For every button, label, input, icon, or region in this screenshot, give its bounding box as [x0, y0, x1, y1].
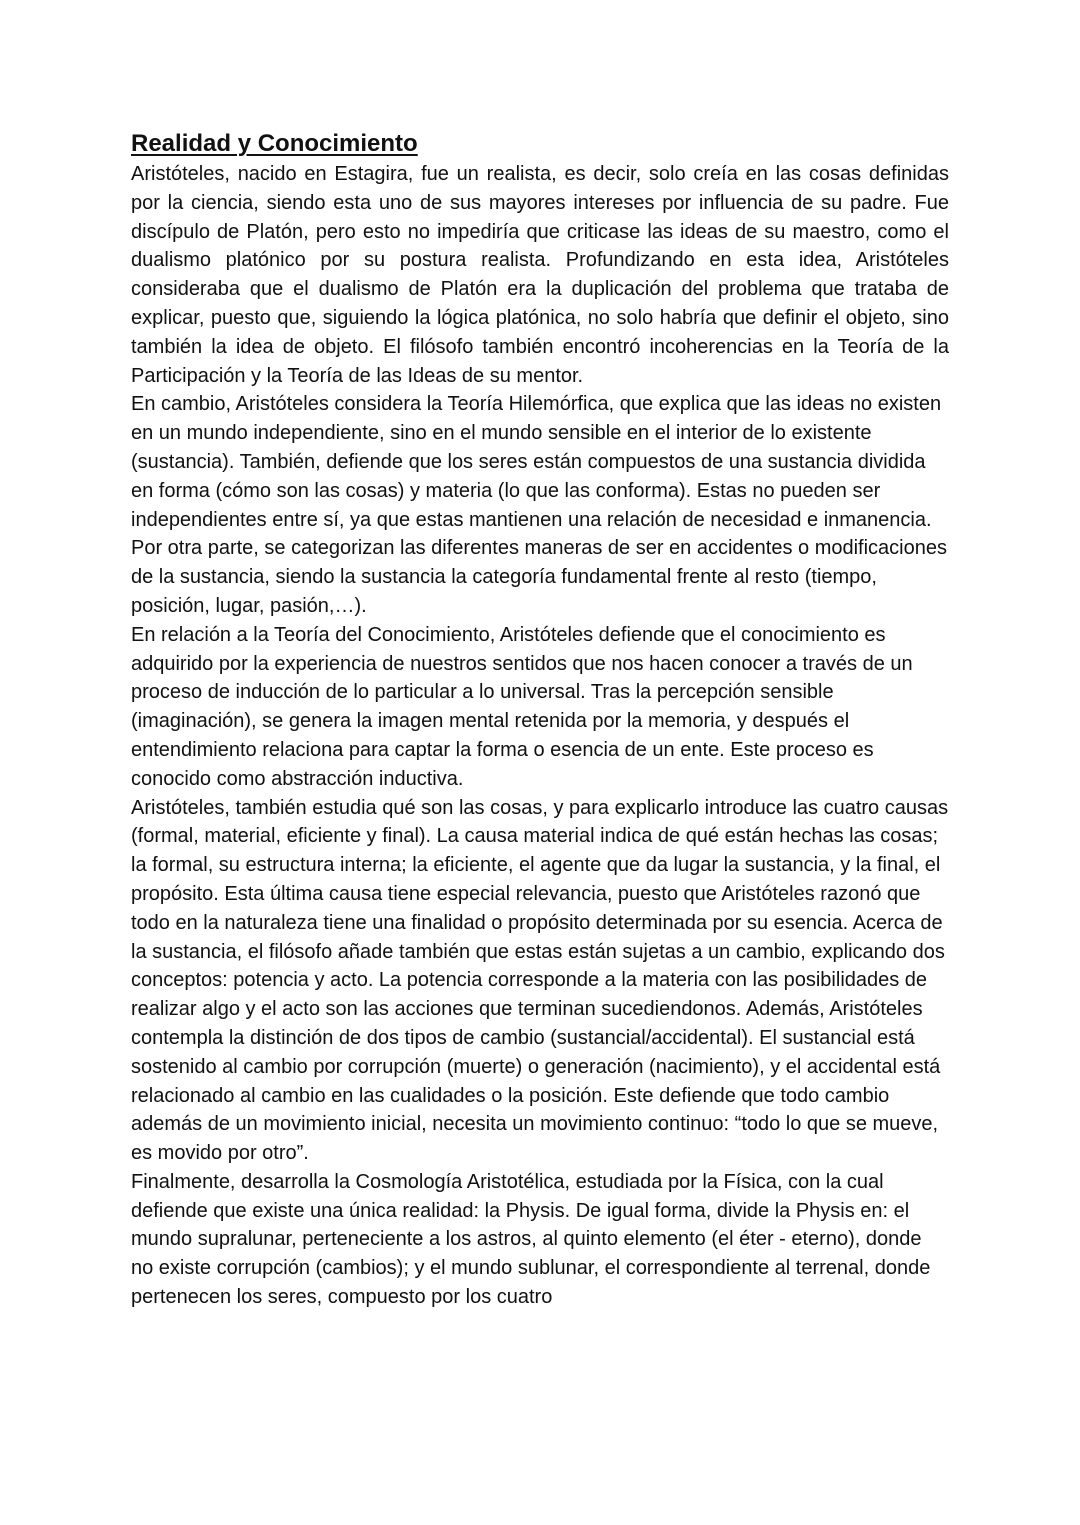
paragraph-cuatro-causas: Aristóteles, también estudia qué son las cosas, y para explicarlo introduce las cuatro causas (formal, material, eficiente y final). La causa material indica de qué están hechas las cosas; la formal, su estructura interna; la eficiente, el agente que da lugar la sustancia, y la final, el propósito. Esta última causa tiene especial relevancia, puesto que Aristóteles razonó que todo en la naturaleza tiene una finalidad o propósito determinada por su esencia. Acerca de la sustancia, el filósofo añade también que estas están sujetas a un cambio, explicando dos conceptos: potencia y acto. La potencia corresponde a la materia con las posibilidades de realizar algo y el acto son las acciones que terminan sucediendonos. Además, Aristóteles contempla la distinción de dos tipos de cambio (sustancial/accidental). El sustancial está sostenido al cambio por corrupción (muerte) o generación (nacimiento), y el accidental está relacionado al cambio en las cualidades o la posición. Este defiende que todo cambio además de un movimiento inicial, necesita un movimiento continuo: “todo lo que se mueve, es movido por otro”.	[131, 796, 949, 1165]
paragraph-cosmologia: Finalmente, desarrolla la Cosmología Aristotélica, estudiada por la Física, con la cual defiende que existe una única realidad: la Physis. De igual forma, divide la Physis en: el mundo supralunar, perteneciente a los astros, al quinto elemento (el éter - eterno), donde no existe corrupción (cambios); y el mundo sublunar, el correspondiente al terrenal, donde pertenecen los seres, compuesto por los cuatro	[131, 1170, 931, 1309]
paragraph-conocimiento: En relación a la Teoría del Conocimiento, Aristóteles defiende que el conocimiento es adquirido por la experiencia de nuestros sentidos que nos hacen conocer a través de un proceso de inducción de lo particular a lo universal. Tras la percepción sensible (imaginación), se genera la imagen mental retenida por la memoria, y después el entendimiento relaciona para captar la forma o esencia de un ente. Este proceso es conocido como abstracción inductiva.	[131, 623, 913, 790]
paragraph-intro: Aristóteles, nacido en Estagira, fue un realista, es decir, solo creía en las cosas definidas por la ciencia, siendo esta uno de sus mayores intereses por influencia de su padre. Fue discípulo de Platón, pero esto no impediría que criticase las ideas de su maestro, como el dualismo platónico por su postura realista. Profundizando en esta idea, Aristóteles consideraba que el dualismo de Platón era la duplicación del problema que trataba de explicar, puesto que, siguiendo la lógica platónica, no solo habría que definir el objeto, sino también la idea de objeto. El filósofo también encontró incoherencias en la Teoría de la Participación y la Teoría de las Ideas de su mentor.	[131, 163, 949, 387]
page-title: Realidad y Conocimiento	[131, 130, 418, 157]
paragraph-hilemorfica: En cambio, Aristóteles considera la Teoría Hilemórfica, que explica que las ideas no existen en un mundo independiente, sino en el mundo sensible en el interior de lo existente (sustancia). También, defiende que los seres están compuestos de una sustancia dividida en forma (cómo son las cosas) y materia (lo que las conforma). Estas no pueden ser independientes entre sí, ya que estas mantienen una relación de necesidad e inmanencia. Por otra parte, se categorizan las diferentes maneras de ser en accidentes o modificaciones de la sustancia, siendo la sustancia la categoría fundamental frente al resto (tiempo, posición, lugar, pasión,…).	[131, 393, 947, 617]
document-page	[131, 128, 949, 1312]
